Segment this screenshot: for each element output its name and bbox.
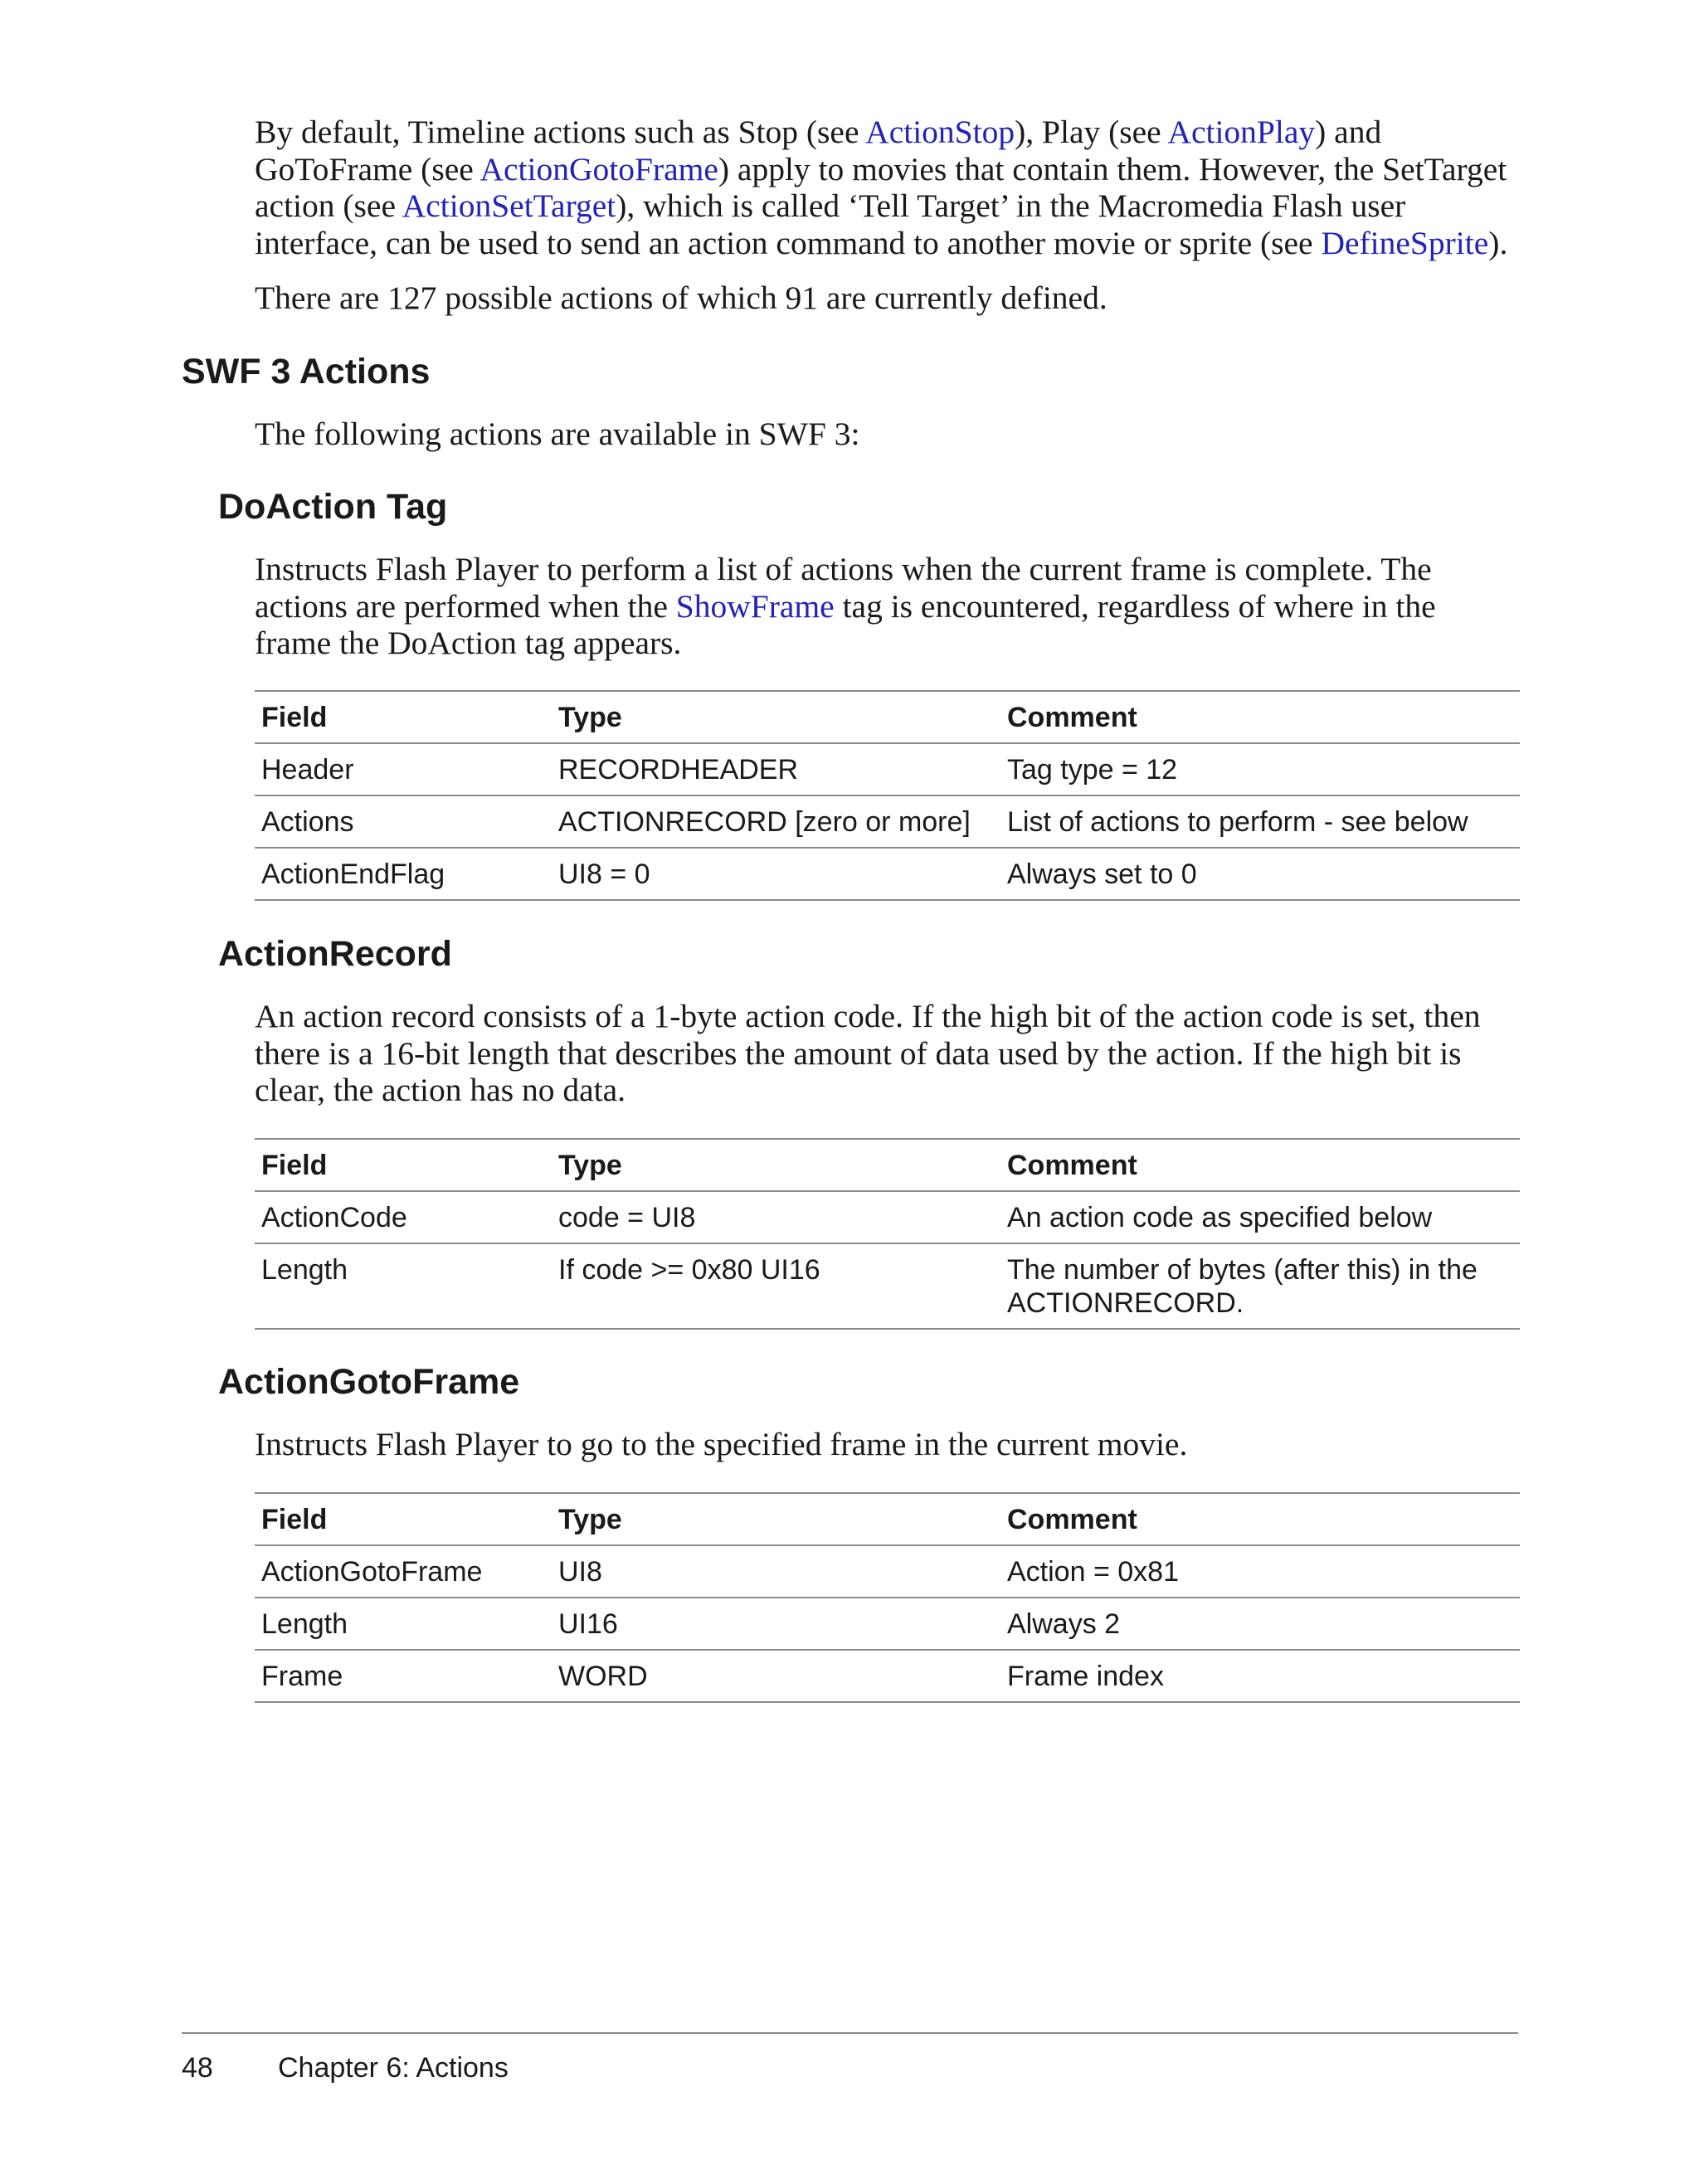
- cell-comment: Action = 0x81: [1000, 1545, 1520, 1598]
- cell-comment: Frame index: [1000, 1650, 1520, 1702]
- swf3-intro-paragraph: The following actions are available in SWF 3:: [255, 416, 860, 452]
- actiongotoframe-heading: ActionGotoFrame: [218, 1362, 520, 1402]
- doaction-table: [255, 690, 1520, 901]
- table-header-row: [255, 1493, 1520, 1545]
- cell-type: ACTIONRECORD [zero or more]: [552, 795, 1000, 848]
- intro-text: ), Play (see: [1015, 114, 1168, 150]
- header-type: Type: [552, 691, 1000, 743]
- doaction-heading: DoAction Tag: [218, 487, 448, 527]
- table-row: [255, 1545, 1520, 1598]
- table-row: [255, 1191, 1520, 1243]
- header-comment: Comment: [1000, 691, 1520, 743]
- header-type: Type: [552, 1493, 1000, 1545]
- doaction-text: tag is encountered, regardless of where in the frame the DoAction tag appears.: [255, 587, 1436, 661]
- header-type: Type: [552, 1139, 1000, 1191]
- table-row: [255, 1650, 1520, 1702]
- link-actiongotoframe[interactable]: ActionGotoFrame: [480, 150, 718, 187]
- cell-comment: List of actions to perform - see below: [1000, 795, 1520, 848]
- link-actionplay[interactable]: ActionPlay: [1167, 114, 1316, 150]
- cell-field: ActionEndFlag: [255, 848, 552, 900]
- actiongotoframe-paragraph: Instructs Flash Player to go to the specified frame in the current movie.: [255, 1426, 1188, 1462]
- cell-type: UI8 = 0: [552, 848, 1000, 900]
- intro-text: ), which is called ‘Tell Target’ in the Macromedia Flash user interface, can be used to send an action command to another movie or sprite (see: [255, 187, 1406, 261]
- table-row: [255, 743, 1520, 795]
- intro-text: By default, Timeline actions such as Stop (see: [255, 114, 866, 150]
- table-row: [255, 1243, 1520, 1329]
- cell-field: Length: [255, 1243, 552, 1329]
- actiongotoframe-table: [255, 1492, 1520, 1703]
- swf3-actions-heading: SWF 3 Actions: [182, 352, 431, 392]
- footer-divider: [182, 2032, 1518, 2034]
- cell-comment: Always set to 0: [1000, 848, 1520, 900]
- cell-field: ActionGotoFrame: [255, 1545, 552, 1598]
- link-actionstop[interactable]: ActionStop: [865, 114, 1015, 150]
- header-field: Field: [255, 1139, 552, 1191]
- cell-type: If code >= 0x80 UI16: [552, 1243, 1000, 1329]
- cell-field: Actions: [255, 795, 552, 848]
- cell-type: UI8: [552, 1545, 1000, 1598]
- header-comment: Comment: [1000, 1139, 1520, 1191]
- cell-field: Header: [255, 743, 552, 795]
- intro-text: ).: [1488, 224, 1508, 261]
- intro-text: ) and GoToFrame (see: [255, 114, 1382, 187]
- link-actionsettarget[interactable]: ActionSetTarget: [402, 187, 616, 224]
- doaction-text: Instructs Flash Player to perform a list of actions when the current frame is complete. The actions are performed when the: [255, 551, 1432, 625]
- link-definesprite[interactable]: DefineSprite: [1321, 224, 1489, 261]
- link-showframe[interactable]: ShowFrame: [675, 587, 835, 625]
- header-field: Field: [255, 691, 552, 743]
- header-comment: Comment: [1000, 1493, 1520, 1545]
- doaction-paragraph: [255, 551, 1516, 662]
- intro-paragraph: [255, 114, 1516, 261]
- cell-field: ActionCode: [255, 1191, 552, 1243]
- cell-type: RECORDHEADER: [552, 743, 1000, 795]
- cell-type: UI16: [552, 1598, 1000, 1650]
- table-row: [255, 795, 1520, 848]
- intro-text: ) apply to movies that contain them. However, the SetTarget action (see: [255, 150, 1507, 224]
- cell-type: WORD: [552, 1650, 1000, 1702]
- table-row: [255, 848, 1520, 900]
- actionrecord-paragraph: An action record consists of a 1-byte action code. If the high bit of the action code is set, then there is a 16-bit length that describes the amount of data used by the action. If the high bit is clear, the action has no data.: [255, 998, 1481, 1108]
- cell-comment: An action code as specified below: [1000, 1191, 1520, 1243]
- cell-field: Length: [255, 1598, 552, 1650]
- actionrecord-table: [255, 1138, 1520, 1330]
- cell-field: Frame: [255, 1650, 552, 1702]
- actionrecord-heading: ActionRecord: [218, 934, 452, 974]
- cell-type: code = UI8: [552, 1191, 1000, 1243]
- table-header-row: [255, 691, 1520, 743]
- actions-count-paragraph: There are 127 possible actions of which 91 are currently defined.: [255, 280, 1108, 316]
- cell-comment: The number of bytes (after this) in the ACTIONRECORD.: [1000, 1243, 1520, 1329]
- header-field: Field: [255, 1493, 552, 1545]
- page-number: 48: [182, 2052, 213, 2084]
- table-row: [255, 1598, 1520, 1650]
- table-header-row: [255, 1139, 1520, 1191]
- cell-comment: Tag type = 12: [1000, 743, 1520, 795]
- chapter-title: Chapter 6: Actions: [278, 2052, 509, 2084]
- cell-comment: Always 2: [1000, 1598, 1520, 1650]
